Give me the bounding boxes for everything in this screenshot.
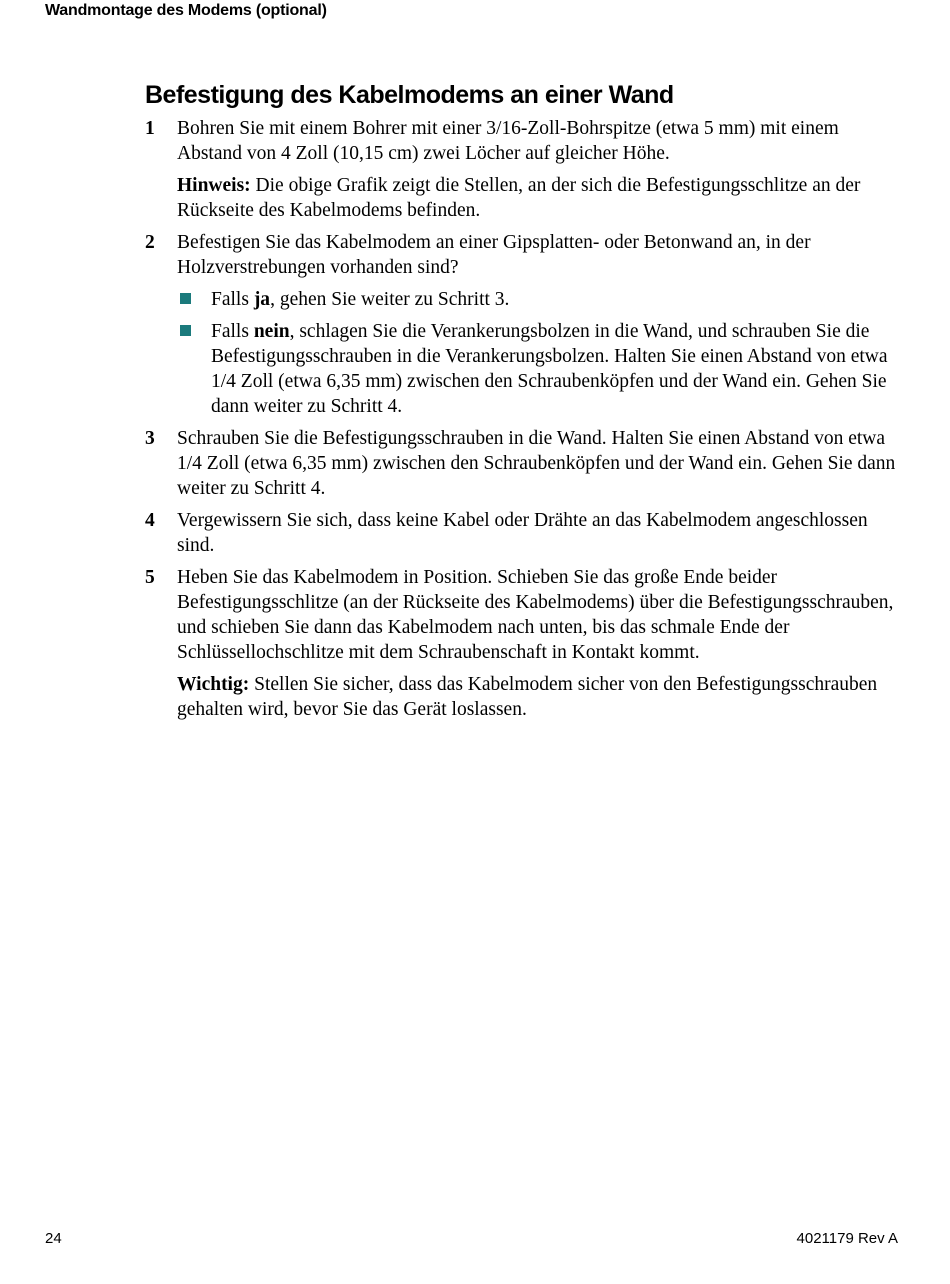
page-number: 24 — [45, 1230, 62, 1247]
note-text: Die obige Grafik zeigt die Stellen, an der sich die Befestigungsschlitze an der Rückseite des Kabelmodems befinden. — [177, 175, 861, 221]
bullet-square-icon — [180, 293, 191, 304]
step-5 — [145, 565, 905, 722]
bullet-text: , schlagen Sie die Verankerungsbolzen in die Wand, und schrauben Sie die Befestigungsschrauben in die Verankerungsbolzen. Halten Sie einen Abstand von etwa 1/4 Zoll (etwa 6,35 mm) zwischen den Schraubenköpfen und der Wand ein. Gehen Sie dann weiter zu Schritt 4. — [211, 321, 888, 417]
note-hint — [177, 173, 905, 223]
bullet-text: , gehen Sie weiter zu Schritt 3. — [270, 289, 510, 310]
step-number: 5 — [145, 567, 155, 588]
bullet-list — [177, 287, 905, 419]
step-number: 1 — [145, 118, 155, 139]
step-3 — [145, 426, 905, 501]
step-text: Befestigen Sie das Kabelmodem an einer Gipsplatten- oder Betonwand an, in der Holzverstrebungen vorhanden sind? — [177, 232, 811, 278]
bullet-bold: nein — [253, 321, 290, 342]
bullet-prefix: Falls — [211, 289, 254, 310]
step-text: Heben Sie das Kabelmodem in Position. Schieben Sie das große Ende beider Befestigungsschlitze (an der Rückseite des Kabelmodems) über die Befestigungsschrauben, und schieben Sie dann das Kabelmodem nach unten, bis das schmale Ende der Schlüssellochschlitze mit dem Schraubenschaft in Kontakt kommt. — [177, 567, 894, 663]
step-text: Vergewissern Sie sich, dass keine Kabel oder Drähte an das Kabelmodem angeschlossen sind. — [177, 510, 868, 556]
step-1 — [145, 116, 905, 223]
step-number: 3 — [145, 428, 155, 449]
note-label: Wichtig: — [177, 674, 250, 695]
document-id: 4021179 Rev A — [796, 1230, 898, 1247]
step-text: Bohren Sie mit einem Bohrer mit einer 3/16-Zoll-Bohrspitze (etwa 5 mm) mit einem Abstand von 4 Zoll (10,15 cm) zwei Löcher auf gleicher Höhe. — [177, 118, 839, 164]
step-4 — [145, 508, 905, 558]
step-2 — [145, 230, 905, 419]
step-number: 2 — [145, 232, 155, 253]
step-text: Schrauben Sie die Befestigungsschrauben in die Wand. Halten Sie einen Abstand von etwa 1/4 Zoll (etwa 6,35 mm) zwischen den Schraubenköpfen und der Wand ein. Gehen Sie dann weiter zu Schritt 4. — [177, 428, 896, 499]
section-title: Befestigung des Kabelmodems an einer Wand — [145, 81, 674, 109]
steps-list — [145, 116, 905, 729]
bullet-item-yes — [177, 287, 905, 312]
note-text: Stellen Sie sicher, dass das Kabelmodem sicher von den Befestigungsschrauben gehalten wird, bevor Sie das Gerät loslassen. — [177, 674, 878, 720]
step-number: 4 — [145, 510, 155, 531]
bullet-bold: ja — [253, 289, 271, 310]
running-header: Wandmontage des Modems (optional) — [45, 2, 327, 19]
bullet-square-icon — [180, 325, 191, 336]
note-important — [177, 672, 905, 722]
note-label: Hinweis: — [177, 175, 251, 196]
bullet-prefix: Falls — [211, 321, 254, 342]
bullet-item-no — [177, 319, 905, 419]
